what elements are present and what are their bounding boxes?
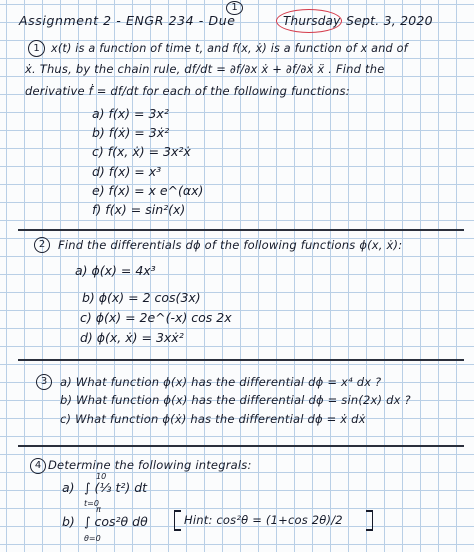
q1-line-1: x(t) is a function of time t, and f(x, ẋ) is a function of x and of (51, 42, 408, 55)
hint-text: Hint: cos²θ = (1+cos 2θ)/2 (184, 513, 343, 527)
q2-item-b: b) ϕ(x) = 2 cos(3x) (82, 290, 201, 305)
q1-item-c: c) f(x, ẋ) = 3x²ẋ (92, 144, 191, 159)
q4-prompt: Determine the following integrals: (48, 458, 252, 472)
q3-item-b: b) What function ϕ(x) has the differential dϕ = sin(2x) dx ? (60, 393, 411, 407)
due-day-circle (276, 9, 342, 33)
q4-a-lower-limit: t=0 (84, 499, 99, 508)
q2-prompt: Find the differentials dϕ of the following functions ϕ(x, ẋ): (58, 238, 403, 252)
q1-item-f: f) f(x) = sin²(x) (92, 202, 186, 217)
q4-b-upper-limit: π (96, 505, 101, 514)
q3-number: 3 (36, 374, 52, 390)
q1-number: 1 (28, 40, 45, 57)
q3-item-c: c) What function ϕ(ẋ) has the differential dϕ = ẋ dẋ (60, 412, 366, 426)
q2-item-d: d) ϕ(x, ẋ) = 3xẋ² (80, 330, 184, 345)
q2-item-a: a) ϕ(x) = 4x³ (75, 263, 156, 278)
q1-item-a: a) f(x) = 3x² (92, 106, 169, 121)
page-number: 1 (226, 1, 243, 15)
q1-item-b: b) f(ẋ) = 3ẋ² (92, 125, 170, 140)
q4-a-label: a) (62, 480, 75, 495)
q2-item-c: c) ϕ(x) = 2e^(-x) cos 2x (80, 310, 232, 325)
header-title: Assignment 2 - ENGR 234 - Due (19, 13, 236, 28)
q4-b-lower-limit: θ=0 (84, 534, 101, 543)
q3-item-a: a) What function ϕ(x) has the differential dϕ = x⁴ dx ? (60, 375, 382, 389)
q1-line-3: derivative ḟ = df/dt for each of the following functions: (25, 84, 350, 98)
due-day: Thursday (283, 14, 341, 28)
divider-1 (18, 229, 464, 231)
divider-2 (18, 359, 464, 361)
q1-item-d: d) f(x) = x³ (92, 164, 162, 179)
q4-number: 4 (30, 458, 46, 474)
q1-line-2: ẋ. Thus, by the chain rule, df/dt = ∂f/∂x ẋ + ∂f/∂ẋ ẍ . Find the (25, 62, 385, 76)
q4-b-integral: ∫ cos²θ dθ (84, 514, 148, 529)
q4-b-label: b) (62, 514, 75, 529)
q1-item-e: e) f(x) = x e^(αx) (92, 183, 204, 198)
divider-3 (18, 445, 464, 447)
q4-a-integral: ∫ (⅓ t²) dt (84, 480, 148, 495)
due-date: Sept. 3, 2020 (346, 13, 433, 28)
q2-number: 2 (34, 237, 50, 253)
q4-a-upper-limit: 10 (96, 472, 107, 481)
